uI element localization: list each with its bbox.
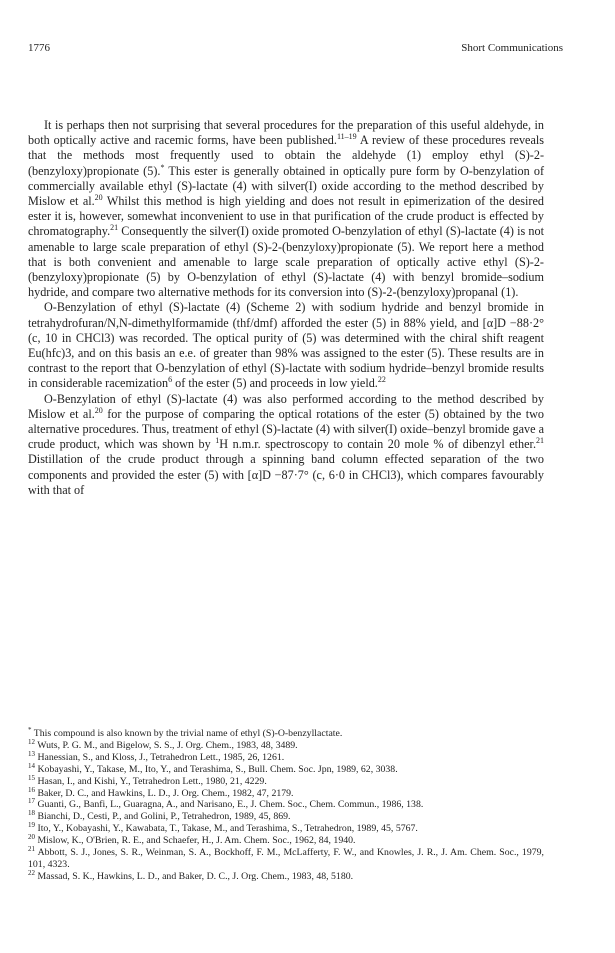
reference <box>28 811 544 823</box>
p3-text: for the purpose of comparing the optical rotations of the ester (5) obtained by the two alternative procedures. Thus, treatment of ethyl (S)-lactate (4) with silver(I) oxide–benzyl bromide gave a crude product, which was shown by <box>28 406 544 452</box>
reference-number: 18 <box>28 809 35 818</box>
isotope-mark: 1 <box>215 436 220 446</box>
reference <box>28 737 544 752</box>
reference <box>28 823 544 835</box>
reference-text: Baker, D. C., and Hawkins, L. D., J. Org. Chem., 1982, 47, 2179. <box>37 787 294 799</box>
reference-number: 19 <box>28 821 35 830</box>
p1-text: Whilst this method is high yielding and does not result in epimerization of the desired ester it is, however, somewhat inconvenient to use in that purification of the crude product is effected by chromatography. <box>28 194 544 239</box>
citation-mark: 11–19 <box>336 132 357 142</box>
p1-text: Consequently the silver(I) oxide promoted O-benzylation of ethyl (S)-lactate (4) is not amenable to large scale preparation of ethyl (S)-2-(benzyloxy)propionate (5). We report here a method that is both convenient and amenable to large scale preparation of optically active ethyl (S)-2-(benzyloxy)propionate (5) by O-benzylation of ethyl (S)-lactate (4) with benzyl bromide–sodium hydride, and compare two alternative methods for its conversion into (S)-2-(benzyloxy)propanal (1). <box>28 224 544 300</box>
reference-text: Ito, Y., Kobayashi, Y., Kawabata, T., Takase, M., and Terashima, S., Tetrahedron, 1989, 45, 5767. <box>37 823 418 835</box>
page-number: 1776 <box>28 42 50 54</box>
reference-text: Guanti, G., Banfi, L., Guaragna, A., and Narisano, E., J. Chem. Soc., Chem. Commun., 1986, 138. <box>37 799 424 811</box>
p3-text: H n.m.r. spectroscopy to contain 20 mole % of dibenzyl ether. <box>219 437 536 452</box>
footnote-mark: * <box>28 726 32 734</box>
citation-mark: 22 <box>377 375 386 385</box>
reference-text: Hanessian, S., and Kloss, J., Tetrahedron Lett., 1985, 26, 1261. <box>37 751 285 763</box>
p1-text: A review of these procedures reveals that the methods most frequently used to obtain the aldehyde (1) employ ethyl (S)-2-(benzyloxy)propionate (5). <box>28 133 544 178</box>
reference <box>28 773 544 788</box>
reference-number: 16 <box>28 785 35 794</box>
citation-mark: 20 <box>94 405 103 415</box>
citation-mark: 20 <box>94 193 103 203</box>
reference-text: Massad, S. K., Hawkins, L. D., and Baker, D. C., J. Org. Chem., 1983, 48, 5180. <box>37 870 354 882</box>
citation-mark: 6 <box>168 375 173 385</box>
reference <box>28 835 544 847</box>
footnote-mark: * <box>160 162 165 172</box>
p2-text: O-Benzylation of ethyl (S)-lactate (4) (Scheme 2) with sodium hydride and benzyl bromide in tetrahydrofuran/N,N-dimethylformamide (thf/dmf) afforded the ester (5) in 88% yield, and [α]D −88·2° (c, 10 in CHCl3) was recorded. The optical purity of (5) was determined with the chiral shift reagent Eu(hfc)3, and on this basis an e.e. of greater than 98% was assigned to the ester (5). These results are in contrast to the report that O-benzylation of ethyl (S)-lactate with sodium hydride–benzyl bromide results in considerable racemization <box>28 300 544 391</box>
footnote-text: This compound is also known by the trivial name of ethyl (S)-O-benzyllactate. <box>33 728 343 739</box>
reference-text: Wuts, P. G. M., and Bigelow, S. S., J. Org. Chem., 1983, 48, 3489. <box>37 739 298 751</box>
paragraph-3 <box>28 392 544 498</box>
reference-number: 20 <box>28 833 35 842</box>
reference-text: Mislow, K., O'Brien, R. E., and Schaefer, H., J. Am. Chem. Soc., 1962, 84, 1940. <box>37 835 356 847</box>
reference-text: Bianchi, D., Cesti, P., and Golini, P., Tetrahedron, 1989, 45, 869. <box>37 811 291 823</box>
reference-number: 15 <box>28 773 35 782</box>
reference-text: Hasan, I., and Kishi, Y., Tetrahedron Lett., 1980, 21, 4229. <box>37 775 267 787</box>
reference <box>28 749 544 764</box>
p1-text: This ester is generally obtained in optically pure form by O-benzylation of commercially available ethyl (S)-lactate (4) with silver(I) oxide according to the method described by Mislow et al. <box>28 163 545 209</box>
reference <box>28 761 544 776</box>
reference-number: 12 <box>28 737 35 746</box>
reference-number: 21 <box>28 845 35 854</box>
running-header: Short Communications <box>461 42 563 54</box>
reference-number: 14 <box>28 761 35 770</box>
p3-text: O-Benzylation of ethyl (S)-lactate (4) was also performed according to the method described by Mislow et al. <box>28 391 544 421</box>
paragraph-2 <box>28 300 544 391</box>
main-text <box>28 118 544 498</box>
reference-text: Kobayashi, Y., Takase, M., Ito, Y., and Terashima, S., Bull. Chem. Soc. Jpn, 1989, 62, 3038. <box>37 763 398 775</box>
reference <box>28 799 544 811</box>
reference <box>28 868 544 883</box>
footnotes <box>28 728 544 883</box>
p2-text: of the ester (5) and proceeds in low yield. <box>172 376 378 391</box>
footnote <box>28 728 544 740</box>
citation-mark: 21 <box>110 223 119 233</box>
reference-number: 13 <box>28 749 35 758</box>
p3-text: Distillation of the crude product through a spinning band column effected separation of the two components and provided the ester (5) with [α]D −87·7° (c, 6·0 in CHCl3), which compares favourably with that of <box>28 452 544 497</box>
citation-mark: 21 <box>536 436 544 446</box>
paragraph-1 <box>28 118 544 300</box>
reference-number: 17 <box>28 797 35 806</box>
p1-text: It is perhaps then not surprising that several procedures for the preparation of this useful aldehyde, in both optically active and racemic forms, have been published. <box>28 118 544 148</box>
reference-number: 22 <box>28 868 35 877</box>
reference <box>28 785 544 800</box>
reference <box>28 847 544 871</box>
reference-text: Abbott, S. J., Jones, S. R., Weinman, S. A., Bockhoff, F. M., McLafferty, F. W., and Knowles, J. R., J. Am. Chem. Soc., 1979, 101, 4323. <box>28 847 544 870</box>
